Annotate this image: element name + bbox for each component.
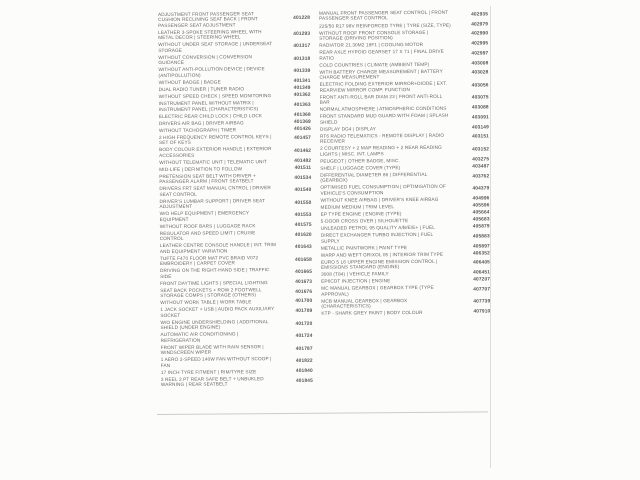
option-row (320, 184, 489, 196)
option-code: 401724 (295, 333, 313, 340)
option-description: PRETENSION SEAT BELT WITH DRIVER + PASSENGER ALARM | FRONT SEATBELT (159, 173, 256, 185)
option-description: WARP AND WEFT GRIXOL 05 | INTERIOR TRIM TYPE (320, 251, 444, 258)
option-description: EP TYPE ENGINE | ENGINE (TYPE) (320, 211, 402, 217)
option-code: 403762 (472, 173, 490, 180)
option-row (321, 258, 490, 270)
option-code: 401553 (294, 212, 312, 218)
option-description: 1 JACK SOCKET + USB | AUDIO PACK AUXILIARY SOCKET (160, 306, 275, 318)
option-description: RT6 RADIO TELEMATICS - REMOTE DISPLAY | RADIO RECEIVER (319, 132, 445, 144)
option-code: 401341 (293, 78, 311, 84)
option-code: 401643 (294, 244, 312, 251)
option-code: 406405 (473, 260, 491, 266)
option-row (159, 126, 311, 133)
option-row (321, 231, 490, 243)
option-row (321, 217, 490, 224)
option-code: 401822 (295, 358, 313, 365)
option-description: MEDIUM MEDIUM | TRIM LEVEL (320, 204, 395, 210)
option-description: EP6CDT INJECTION | ENGINE (321, 278, 391, 284)
option-description: WITHOUT TACHOGRAPH | TIMER (158, 127, 237, 133)
option-description: AUTOMATIC AIR CONDITIONING | REFRIGERATION (160, 331, 239, 343)
option-description: DISPLAY DG4 | DISPLAY (319, 125, 377, 132)
option-row (321, 278, 490, 285)
option-description: WITHOUT WORK TABLE | WORK TABLE (160, 299, 252, 306)
option-code: 403149 (471, 125, 489, 131)
option-row (320, 164, 489, 171)
page-edge-line (490, 6, 491, 468)
option-code: 405883 (472, 234, 490, 240)
option-description: KTP - SHARK GREY PAINT | BODY COLOUR (321, 310, 423, 316)
option-row (159, 146, 311, 158)
option-code: 401482 (294, 158, 312, 164)
option-code: 401840 (295, 368, 313, 374)
option-code: 402995 (471, 41, 489, 47)
option-description: DIRECT EXCHANGER TURBO INJECTION | FUEL SUPPLY (320, 231, 434, 244)
option-row (320, 125, 489, 132)
option-code: 403152 (472, 147, 490, 153)
option-description: FRONT DAYTIME LIGHTS | SPECIAL LIGHTING (160, 280, 268, 286)
option-code: 404379 (472, 186, 490, 192)
option-code: 403151 (472, 134, 490, 140)
option-code: 405664 (472, 210, 490, 216)
option-row (159, 159, 311, 166)
option-description: UNLEADED PETROL 95 QUALITY A/B/E/E+ | FUEL (320, 224, 435, 231)
option-row (320, 106, 489, 113)
option-code: 401787 (295, 346, 313, 352)
option-code: 403487 (472, 164, 490, 170)
option-row (321, 203, 490, 210)
bottom-rule (157, 411, 488, 415)
option-code: 401339 (293, 68, 311, 75)
option-code: 406352 (472, 251, 490, 257)
option-code: 402997 (471, 51, 489, 57)
option-code: 401673 (295, 279, 313, 285)
option-description: WITHOUT TELEMATIC UNIT | TELEMATIC UNIT (159, 158, 267, 165)
options-column-right (319, 9, 491, 388)
option-description: FRONT STANDARD MUD GUARD WITH FOAM | SPLASH SHIELD (319, 112, 449, 125)
option-row (161, 376, 313, 388)
option-row (161, 369, 313, 376)
option-row (320, 157, 489, 164)
option-row (320, 132, 489, 144)
option-code: 401457 (294, 136, 312, 142)
option-description: BODY COLOUR EXTERIOR HANDLE | EXTERIOR ACCESSORIES (159, 146, 272, 158)
option-code: 407910 (473, 309, 491, 315)
option-code: 401317 (293, 43, 311, 50)
option-row (160, 319, 312, 331)
option-code: 407739 (473, 299, 491, 306)
option-code: 401534 (294, 175, 312, 181)
option-description: INSTRUMENT PANEL WITHOUT MATRIX | INSTRUMENT PANEL (CHARACTERISTICS) (158, 100, 259, 112)
option-row (320, 93, 489, 105)
option-code: 403028 (471, 70, 489, 76)
option-description: DRIVER'S LUMBAR SUPPORT | DRIVER SEAT ADJUSTMENT (159, 197, 265, 210)
option-row (159, 79, 311, 86)
option-description: 1 AERO 2-SPEED 140W FAN WITHOUT SCOOP | FAN (160, 356, 272, 368)
option-row (161, 331, 313, 343)
option-row (159, 100, 311, 112)
option-description: NORMAL ATMOSPHERE | ATMOSPHERIC CONDITIONS (319, 105, 447, 112)
option-row (160, 223, 312, 230)
option-row (320, 196, 489, 203)
option-code: 403088 (471, 105, 489, 111)
option-code: 401293 (293, 31, 311, 37)
option-description: MCB MANUAL GEARBOX | GEARBOX (CHARACTERISTICS) (321, 297, 408, 309)
option-row (160, 280, 312, 287)
option-code: 401720 (295, 321, 313, 327)
option-code: 401462 (294, 148, 312, 154)
option-code: 403008 (471, 61, 489, 67)
option-row (159, 93, 311, 100)
option-description: MID-LIFE | DEFINITION TO FOLLOW (159, 166, 243, 172)
option-code: 401362 (293, 92, 311, 98)
option-description: WITHOUT BADGE | BADGE (158, 79, 221, 85)
option-code: 401369 (293, 119, 311, 125)
option-row (320, 81, 489, 93)
option-row (321, 310, 490, 317)
option-row (321, 297, 490, 309)
option-row (321, 251, 490, 258)
option-code: 401368 (293, 112, 311, 118)
option-code: 401700 (295, 299, 313, 305)
option-row (321, 224, 490, 231)
option-code: 402979 (471, 21, 489, 28)
option-description: 2 COURTESY + 2 MAP READING + 2 REAR READING LIGHTS | MISC. INT. LAMPS (320, 145, 442, 157)
option-code: 406451 (473, 270, 491, 276)
option-description: WITHOUT ROOF FRONT CONSOLE STORAGE | STORAGE (DRIVING POSITION) (319, 29, 429, 41)
option-row (158, 66, 310, 78)
option-code: 402935 (471, 12, 489, 18)
option-row (320, 113, 489, 125)
option-description: PEUGEOT | OTHER BADGE, MISC. (320, 157, 400, 164)
option-description: 3 REEL 3 PT REAR SAFE BELT + UNBUKLED WARNING | REAR SEATBELT (160, 376, 264, 388)
option-code: 405897 (472, 243, 490, 250)
option-row (321, 285, 490, 297)
option-description: WITHOUT ROOF BARS | LUGGAGE RACK (159, 223, 256, 229)
option-row (320, 171, 489, 183)
option-row (159, 166, 311, 173)
option-code: 401363 (293, 102, 311, 108)
option-row (160, 287, 312, 299)
option-code: 401540 (294, 187, 312, 193)
option-description: DRIVING ON THE RIGHT-HAND SIDE | TRAFFIC SIDE (160, 267, 270, 279)
option-code: 401349 (293, 85, 311, 91)
option-code: 403091 (471, 115, 489, 121)
option-row (158, 41, 310, 53)
option-row (160, 210, 312, 222)
option-description: DIFFERENTIAL DIAMETER 86 | DIFFERENTIAL (GEARBOX) (320, 171, 428, 184)
option-code: 401665 (295, 269, 313, 276)
option-description: ADJUSTMENT FRONT PASSENGER SEAT CUSHION RECLINING SEAT BACK | FRONT PASSENGER SEAT ADJUSTMENT (158, 11, 258, 28)
option-description: REGULATOR AND SPEED LIMIT | CRUISE CONTROL (159, 230, 256, 242)
option-description: W/O ENGINE UNDERSHIELDING | ADDITIONAL SHIELD (UNDER ENGINE) (160, 319, 269, 331)
option-description: FRONT WIPER BLADE WITH RAIN SENSOR | WINDSCREEN WIPER (160, 344, 264, 356)
option-row (159, 86, 311, 93)
option-row (159, 185, 311, 197)
option-description: OPTIMISED FUEL CONSUMPTION | OPTIMISATION OF VEHICLE'S CONSUMPTION (320, 184, 446, 196)
option-code: 403056 (471, 83, 489, 89)
option-description: COLD COUNTRIES | CLIMATE (AMBIENT TEMP) (319, 61, 430, 68)
option-description: WITHOUT CONVERSION | CONVERSION GUIDANCE (158, 54, 253, 66)
option-row (319, 29, 488, 41)
option-row (159, 134, 311, 146)
option-description: FRONT ANTI-ROLL BAR DIAM 23 | FRONT ANTI-ROLL BAR (319, 93, 443, 105)
option-row (158, 29, 310, 41)
option-code: 405879 (472, 224, 490, 230)
option-code: 404996 (472, 196, 490, 202)
option-description: MANUAL FRONT PASSENGER SEAT CONTROL | FRONT PASSENGER SEAT CONTROL (318, 9, 449, 22)
option-description: WITHOUT ANTI-POLLUTION DEVICE | DEVICE (ANTIPOLLUTION) (158, 66, 265, 78)
option-row (158, 11, 310, 29)
option-code: 407207 (473, 277, 491, 283)
option-row (319, 9, 488, 21)
option-row (159, 112, 311, 119)
option-description: 17 INCH TYRE FITMENT | RIM/TYRE SIZE (160, 369, 257, 375)
option-code: 401620 (294, 232, 312, 238)
option-description: MC MANUAL GEARBOX | GEARBOX TYPE (TYPE APPROVAL) (321, 285, 434, 297)
option-row (159, 119, 311, 126)
option-description: WITHOUT UNDER SEAT STORAGE | UNDERSEAT STORAGE (158, 41, 273, 53)
option-description: DUAL RADIO TUNER | TUNER RADIO (158, 86, 245, 92)
option-description: DRIVERS FRT SEAT MANUAL CNTROL | DRIVER SEAT CONTROL (159, 185, 271, 197)
option-row (319, 68, 488, 80)
option-row (160, 255, 312, 267)
option-row (158, 54, 310, 66)
option-description: WITH BATTERY CHARGE MEASUREMENT | BATTERY CHARGE MEASUREMENT (319, 68, 443, 80)
option-description: DRIVERS AIR BAG | DRIVER AIRBAG (158, 119, 244, 126)
option-code: 403075 (471, 95, 489, 101)
option-description: METALLIC PAINTWORK | PAINT TYPE (320, 244, 408, 251)
option-code: 405596 (472, 203, 490, 209)
option-row (161, 356, 313, 368)
option-row (321, 244, 490, 251)
option-description: 3008 (T84) | VEHICLE FAMILY (321, 271, 389, 277)
option-list-content (158, 9, 491, 389)
option-description: LEATHER CENTRE CONSOLE HANDLE | INT. TRIM AND EQUIPMENT VARIATION (159, 242, 276, 254)
option-row (159, 173, 311, 185)
option-description: ELECTRIC FOLDING EXTERIOR MIRROR+DIODE | EXT. REARVIEW MIRROR COMP. FUNCTION (319, 80, 448, 93)
option-code: 402990 (471, 31, 489, 37)
option-code: 401676 (295, 289, 313, 295)
option-code: 401845 (295, 378, 313, 384)
option-row (160, 299, 312, 306)
option-code: 401318 (293, 56, 311, 62)
option-code: 407707 (473, 287, 491, 293)
option-row (321, 271, 490, 278)
option-description: RADIATOR 21.30M2 18F1 | COOLING MOTOR (319, 41, 424, 48)
option-description: 5-DOOR CROSS OVER | SILHOUETTE (320, 218, 409, 224)
option-row (320, 145, 489, 157)
option-row (319, 41, 488, 48)
option-code: 401575 (294, 222, 312, 228)
option-code: 403275 (472, 157, 490, 163)
option-row (319, 22, 488, 29)
option-description: 225/50 R17 98V REINFORCED TYRE | TYRE (SIZE, TYPE) (319, 22, 451, 29)
option-row (321, 210, 490, 217)
option-description: SEAT BACK POCKETS + ROW 2 FOOTWELL STORAGE COMPS | STORAGE (OTHERS) (160, 287, 262, 299)
option-row (161, 344, 313, 356)
options-column-left (158, 11, 313, 390)
option-description: LEATHER 3-SPOKE STEERING WHEEL WITH METAL DECOR | STEERING WHEEL (158, 29, 262, 41)
option-description: ELECTRIC REAR CHILD LOCK | CHILD LOCK (158, 112, 263, 119)
option-description: WITHOUT SPEED CHECK | SPEED MONITORING (158, 93, 272, 100)
option-code: 405683 (472, 217, 490, 223)
option-row (160, 242, 312, 254)
option-code: 401709 (295, 308, 313, 315)
option-description: W/O HELP EQUIPMENT | EMERGENCY EQUIPMENT (159, 210, 250, 222)
option-row (160, 230, 312, 242)
option-row (160, 267, 312, 279)
option-description: 2 HIGH FREQUENCY REMOTE CONTROL KEYS | SET OF KEYS (158, 133, 272, 146)
option-description: REAR AXLE HYPOID GEARSET 17 X 71 | FINAL DRIVE RATIO (319, 48, 444, 61)
option-row (319, 49, 488, 61)
option-code: 401658 (295, 257, 312, 263)
option-description: TUFTE F470 FLOOR MAT PVC BRAID V072 EMBROIDERY | CARPET COVER (159, 255, 259, 267)
option-description: WITHOUT KNEE AIRBAG | DRIVER'S KNEE AIRBAG (320, 196, 439, 203)
option-row (160, 306, 312, 318)
option-code: 401511 (294, 165, 312, 171)
option-code: 401228 (293, 16, 311, 22)
option-row (159, 198, 311, 210)
option-code: 401426 (293, 126, 311, 132)
option-row (319, 61, 488, 68)
option-description: EURO 5 L6 UPPER ENGINE EMISSION CONTROL | EMISSIONS STANDARD (ENGINE) (320, 258, 438, 270)
option-code: 401550 (294, 200, 312, 206)
option-description: SHELF | LUGGAGE COVER (TYPE) (320, 164, 401, 171)
